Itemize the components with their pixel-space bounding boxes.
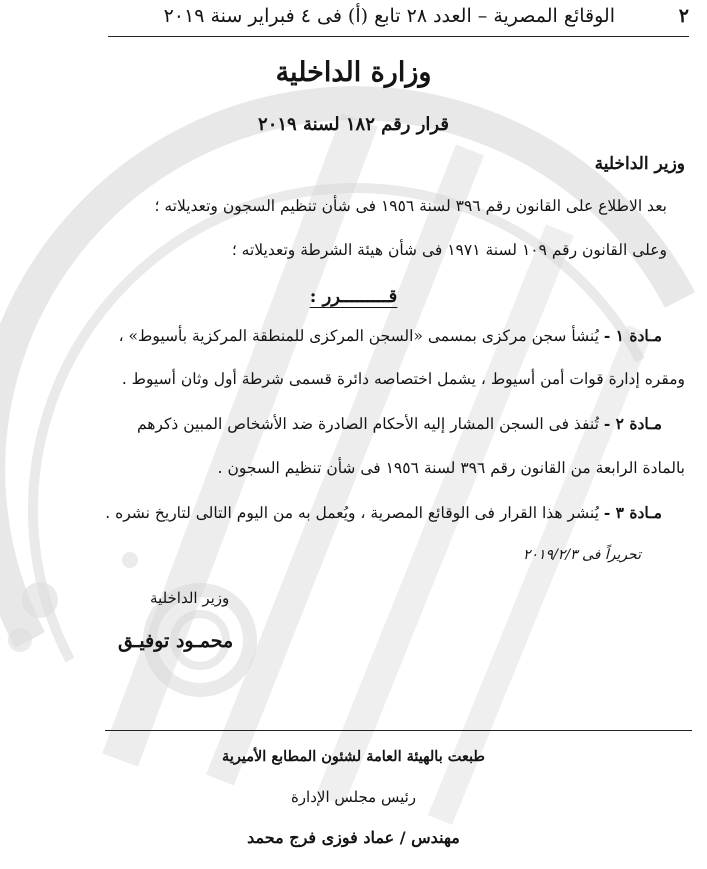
article-2 — [137, 414, 662, 433]
page-number: ٢ — [678, 5, 689, 27]
chairman-name: مهندس / عماد فوزى فرج محمد — [247, 828, 460, 847]
article-1-line-2: ومقره إدارة قوات أمن أسيوط ، يشمل اختصاصه دائرة قسمى شرطة أول وثان أسيوط . — [121, 370, 685, 388]
preamble-line-2: وعلى القانون رقم ١٠٩ لسنة ١٩٧١ فى شأن هيئة الشرطة وتعديلاته ؛ — [231, 241, 667, 259]
gazette-title: الوقائع المصرية – العدد ٢٨ تابع (أ) فى ٤ فبراير سنة ٢٠١٩ — [163, 5, 615, 27]
article-1-label: مـادة ١ - — [603, 326, 662, 345]
decided-heading — [0, 286, 707, 307]
article-2-line-2: بالمادة الرابعة من القانون رقم ٣٩٦ لسنة ١٩٥٦ فى شأن تنظيم السجون . — [217, 459, 685, 477]
article-2-label: مـادة ٢ - — [603, 414, 662, 433]
article-1-line-1: يُنشأ سجن مركزى بمسمى «السجن المركزى للمنطقة المركزية بأسيوط» ، — [118, 327, 599, 345]
chairman-title: رئيس مجلس الإدارة — [290, 788, 417, 806]
signature-title: وزير الداخلية — [150, 589, 230, 607]
minister-heading: وزير الداخلية — [594, 154, 685, 174]
signature-name: محمـود توفيـق — [118, 630, 234, 652]
decided-label: قـــــــــرر : — [309, 286, 398, 307]
page-header — [108, 2, 689, 37]
footer-divider — [105, 730, 692, 731]
article-3-label: مـادة ٣ - — [603, 503, 662, 522]
issued-date: تحريراً فى ٢٠١٩/٢/٣ — [523, 547, 641, 563]
decree-title: قرار رقم ١٨٢ لسنة ٢٠١٩ — [258, 114, 449, 135]
printed-by: طبعت بالهيئة العامة لشئون المطابع الأميرية — [222, 748, 485, 765]
preamble-line-1: بعد الاطلاع على القانون رقم ٣٩٦ لسنة ١٩٥٦ فى شأن تنظيم السجون وتعديلاته ؛ — [154, 197, 667, 215]
article-3 — [105, 503, 662, 522]
article-2-line-1: تُنفذ فى السجن المشار إليه الأحكام الصادرة ضد الأشخاص المبين ذكرهم — [136, 415, 599, 433]
article-1 — [119, 326, 662, 345]
article-3-line-1: يُنشر هذا القرار فى الوقائع المصرية ، ويُعمل به من اليوم التالى لتاريخ نشره . — [105, 504, 599, 522]
ministry-heading: وزارة الداخلية — [275, 57, 432, 88]
